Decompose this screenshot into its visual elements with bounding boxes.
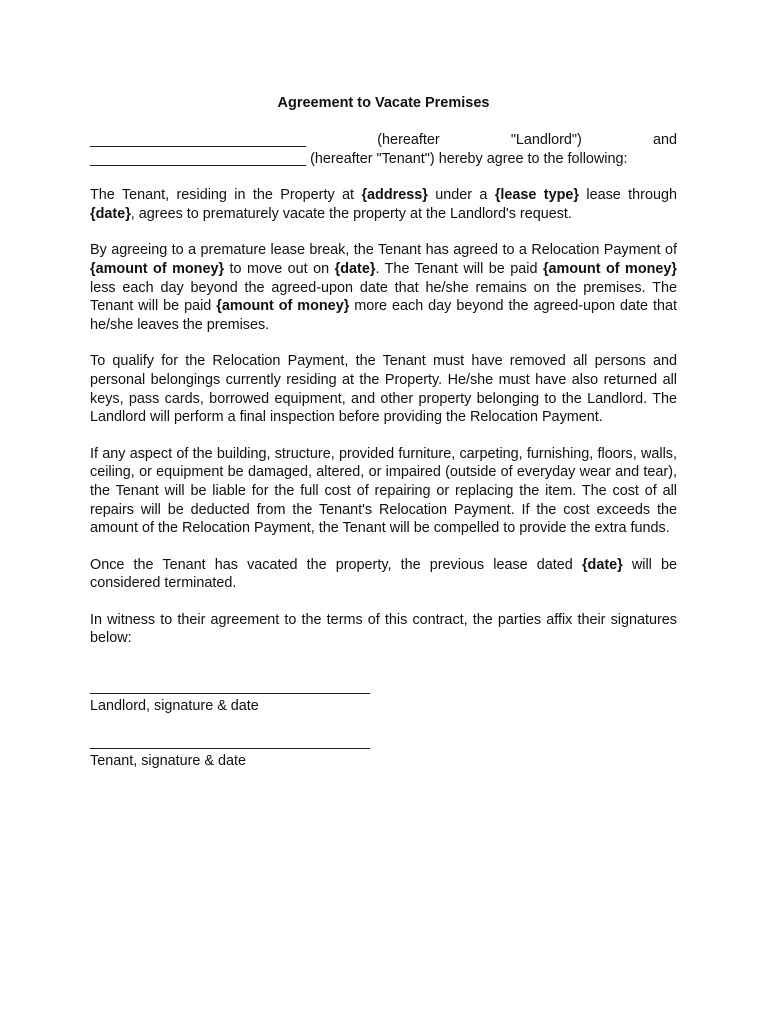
payment-text-4: less each day beyond the agreed-upon date that he/she remains on the premises. The Tenant will be paid — [90, 279, 677, 315]
payment-amount-placeholder: {amount of money} — [90, 260, 225, 277]
payment-text-2: to move out on — [224, 260, 335, 277]
move-out-date-placeholder: {date} — [334, 260, 376, 277]
relocation-payment-paragraph — [90, 241, 677, 334]
lease-type-placeholder: {lease type} — [494, 187, 579, 204]
landlord-signature-line: ___________________________________ — [90, 679, 371, 696]
tenant-signature-label: Tenant, signature & date — [90, 752, 247, 769]
payment-text-3: . The Tenant will be paid — [375, 260, 543, 277]
payment-text-1: By agreeing to a premature lease break, the Tenant has agreed to a Relocation Payment of — [90, 242, 677, 259]
tenant-name-blank: ___________________________ — [90, 150, 307, 167]
landlord-signature-label: Landlord, signature & date — [90, 697, 259, 714]
less-amount-placeholder: {amount of money} — [542, 260, 678, 277]
document-page — [90, 94, 677, 788]
intro-paragraph — [90, 131, 677, 168]
landlord-signature-block — [90, 678, 677, 715]
hereafter-landlord-text: (hereafter "Landlord") and — [377, 132, 678, 148]
residence-text-1: The Tenant, residing in the Property at — [90, 187, 362, 204]
residence-text-2: under a — [427, 187, 495, 204]
landlord-name-blank: ___________________________ — [90, 132, 307, 148]
qualification-paragraph: To qualify for the Relocation Payment, the Tenant must have removed all persons and personal belongings currently residing at the Property. He/she must have also returned all keys, pass cards, borrowed equipment, and other property belonging to the Landlord. The Landlord will perform a final inspection before providing the Relocation Payment. — [90, 353, 677, 426]
damage-liability-paragraph: If any aspect of the building, structure, provided furniture, carpeting, furnishing, floors, walls, ceiling, or equipment be damaged, altered, or impaired (outside of everyday wear and tear), the Tenant will be liable for the full cost of repairing or replacing the item. The cost of all repairs will be deducted from the Tenant's Relocation Payment. If the cost exceeds the amount of the Relocation Payment, the Tenant will be compelled to provide the extra funds. — [90, 445, 677, 537]
tenant-signature-line: ___________________________________ — [90, 734, 371, 751]
residence-text-3: lease through — [579, 187, 677, 204]
address-placeholder: {address} — [361, 187, 428, 204]
lease-date-placeholder: {date} — [90, 205, 131, 222]
residence-paragraph — [90, 186, 677, 223]
termination-text-1: Once the Tenant has vacated the property, the previous lease dated — [90, 556, 582, 573]
witness-paragraph: In witness to their agreement to the terms of this contract, the parties affix their signatures below: — [90, 611, 677, 647]
termination-text-2: will be considered terminated. — [90, 556, 677, 592]
tenant-signature-block — [90, 733, 677, 770]
previous-lease-date-placeholder: {date} — [581, 556, 623, 573]
more-amount-placeholder: {amount of money} — [216, 298, 350, 315]
residence-text-4: , agrees to prematurely vacate the property at the Landlord's request. — [130, 205, 572, 222]
document-title: Agreement to Vacate Premises — [277, 95, 490, 111]
hereafter-tenant-text: (hereafter "Tenant") hereby agree to the following: — [310, 150, 628, 167]
payment-text-5: more each day beyond the agreed-upon date that he/she leaves the premises. — [90, 298, 677, 333]
lease-termination-paragraph — [90, 556, 677, 593]
